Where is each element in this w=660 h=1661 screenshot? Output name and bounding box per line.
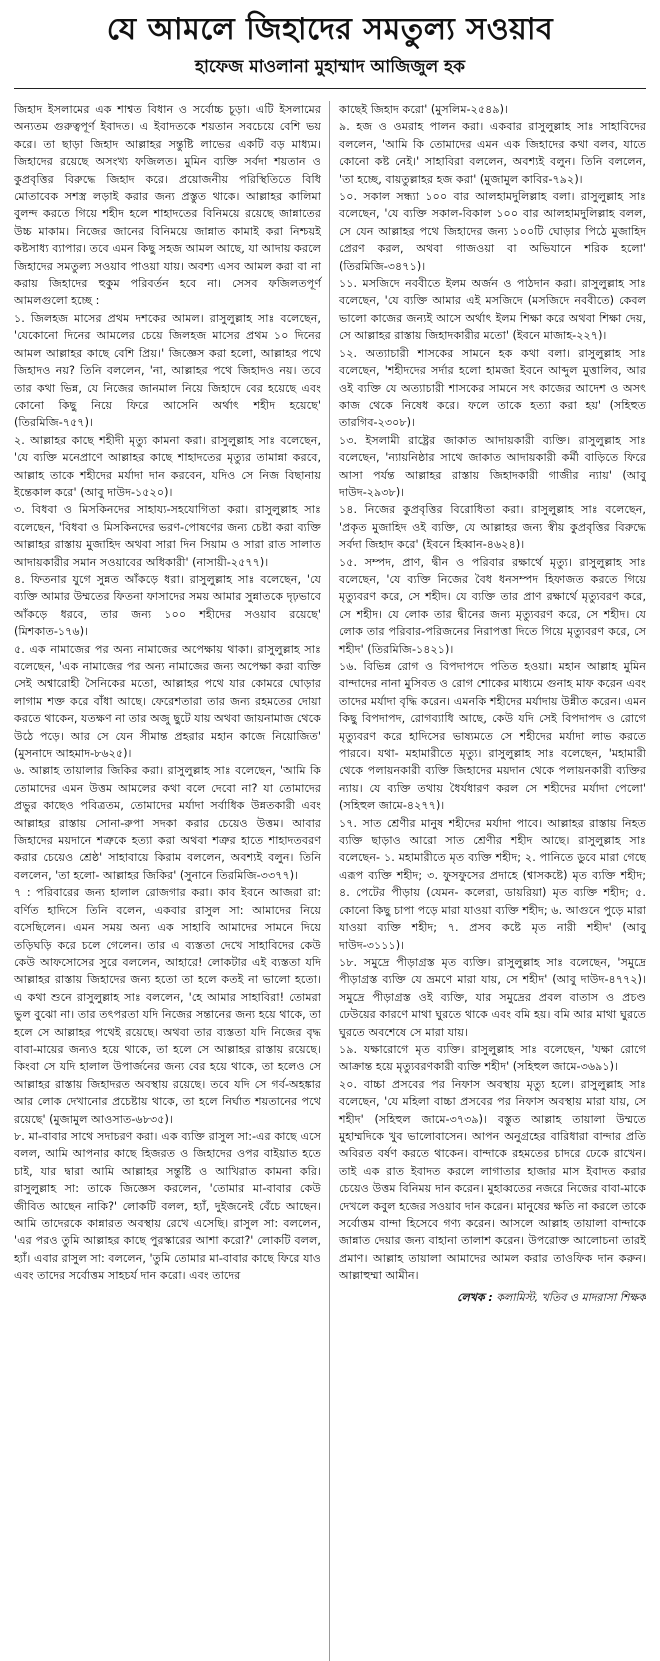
author-note bbox=[339, 1289, 646, 1306]
paragraph: ১৪. নিজের কুপ্রবৃত্তির বিরোধিতা করা। রাসুলুল্লাহ সাঃ বলেছেন, 'প্রকৃত মুজাহিদ ওই ব্যক্তি, যে আল্লাহর জন্য স্বীয় কুপ্রবৃত্তির বিরুদ্ধে সর্বদা জিহাদ করে' (ইবনে হিব্বান-৪৬২৪)। bbox=[339, 503, 646, 552]
paragraph: জিহাদ ইসলামের এক শাশ্বত বিধান ও সর্বোচ্চ চূড়া। এটি ইসলামের অন্যতম গুরুত্বপূর্ণ ইবাদত। এ ইবাদতকে শয়তান সবচেয়ে বেশি ভয় করে। তা ছাড়া জিহাদ আল্লাহর সন্তুষ্টি লাভের একটি বড় মাধ্যম। জিহাদের রয়েছে অসংখ্য ফজিলত। মুমিন ব্যক্তি সর্বদা শয়তান ও কুপ্রবৃত্তির বিরুদ্ধে জিহাদ করে। প্রয়োজনীয় পরিস্থিতিতে বিধি মোতাবেক সশস্ত্র লড়াই করার জন্য প্রস্তুত থাকে। আল্লাহর কালিমা বুলন্দ করতে গিয়ে শহীদ হলে শাহাদতের বিনিময়ে রয়েছে জান্নাতের উচ্চ মাকাম। নিজের জানের বিনিময়ে জান্নাত কামাই করা নিশ্চয়ই কষ্টসাধ্য ব্যাপার। তবে এমন কিছু সহজ আমল আছে, যা আদায় করলে জিহাদের সমতুল্য সওয়াব পাওয়া যায়। অবশ্য এসব আমল করা বা না করায় জিহাদের হুকুম পরিবর্তন হবে না। সেসব ফজিলতপূর্ণ আমলগুলো হচ্ছে : bbox=[14, 103, 321, 308]
paragraph: ১৯. যক্ষারোগে মৃত ব্যক্তি। রাসুলুল্লাহ সাঃ বলেছেন, 'যক্ষা রোগে আক্রান্ত হয়ে মৃত্যুবরণকারী ব্যক্তি শহীদ' (সহিহুল জামে-৩৬৯১)। bbox=[339, 1042, 646, 1074]
paragraph: ১২. অত্যাচারী শাসকের সামনে হক কথা বলা। রাসুলুল্লাহ সাঃ বলেছেন, 'শহীদদের সর্দার হলো হামজা ইবনে আব্দুল মুত্তালিব, আর ওই ব্যক্তি যে অত্যাচারী শাসকের সামনে সৎ কাজের আদেশ ও অসৎ কাজ থেকে নিষেধ করে। ফলে তাকে হত্যা করা হয়' (সহিহুত তারগিব-২৩০৮)। bbox=[339, 346, 646, 430]
paragraph: ৮. মা-বাবার সাথে সদাচরণ করা। এক ব্যক্তি রাসুল সা:-এর কাছে এসে বলল, আমি আপনার কাছে হিজরত ও জিহাদের ওপর বাইয়াত হতে চাই, যার দ্বারা আমি আল্লাহর সন্তুষ্টি ও আখিরাত কামনা করি। রাসুলুল্লাহ সা: তাকে জিজ্ঞেস করলেন, 'তোমার মা-বাবার কেউ জীবিত আছেন নাকি?' লোকটি বলল, হ্যাঁ, দুইজনেই বেঁচে আছেন। আমি তাদেরকে কান্নারত অবস্থায় রেখে এসেছি। রাসুল সা: বললেন, 'এর পরও তুমি আল্লাহর কাছে পুরস্কারের আশা করো?' লোকটি বলল, হ্যাঁ। এবার রাসুল সা: বললেন, 'তুমি তোমার মা-বাবার কাছে ফিরে যাও এবং তাদের সর্বোত্তম সাহচর্য দান করো। এবং তাদের bbox=[14, 1129, 321, 1283]
paragraph: ৫. এক নামাজের পর অন্য নামাজের অপেক্ষায় থাকা। রাসুলুল্লাহ সাঃ বলেছেন, 'এক নামাজের পর অন্য নামাজের জন্য অপেক্ষা করা ব্যক্তি সেই অশ্বারোহী সৈনিকের মতো, আল্লাহর পথে যার কোমরে ঘোড়ার লাগাম শক্ত করে বাঁধা আছে। ফেরেশতারা তার জন্য রহমতের দোয়া করতে থাকেন, যতক্ষণ না তার অজু ছুটে যায় অথবা জায়নামাজ থেকে উঠে পড়ে। আর সে যেন সীমান্ত প্রহরার মহান কাজে নিয়োজিত' (মুসনাদে আহমাদ-৮৬২৫)। bbox=[14, 642, 321, 761]
paragraph: ১৫. সম্পদ, প্রাণ, দ্বীন ও পরিবার রক্ষার্থে মৃত্যু। রাসুলুল্লাহ সাঃ বলেছেন, 'যে ব্যক্তি নিজের বৈধ ধনসম্পদ হিফাজত করতে গিয়ে মৃত্যুবরণ করে, সে শহীদ। যে ব্যক্তি তার প্রাণ রক্ষার্থে মৃত্যুবরণ করে, সে শহীদ। যে লোক তার দ্বীনের জন্য মৃত্যুবরণ করে, সে শহীদ। যে লোক তার পরিবার-পরিজনের নিরাপত্তা দিতে গিয়ে মৃত্যুবরণ করে, সে শহীদ' (তিরমিজি-১৪২১)। bbox=[339, 555, 646, 656]
paragraph: ১৭. সাত শ্রেণীর মানুষ শহীদের মর্যাদা পাবে। আল্লাহর রাস্তায় নিহত ব্যক্তি ছাড়াও আরো সাত শ্রেণীর শহীদ আছে। রাসুলুল্লাহ সাঃ বলেছেন- ১. মহামারীতে মৃত ব্যক্তি শহীদ; ২. পানিতে ডুবে মারা গেছে এরূপ ব্যক্তি শহীদ; ৩. ফুসফুসের প্রদাহে (শ্বাসকষ্টে) মৃত ব্যক্তি শহীদ; ৪. পেটের পীড়ায় (যেমন- কলেরা, ডায়রিয়া) মৃত ব্যক্তি শহীদ; ৫. কোনো কিছু চাপা পড়ে মারা যাওয়া ব্যক্তি শহীদ; ৬. আগুনে পুড়ে মারা যাওয়া ব্যক্তি শহীদ; ৭. প্রসব কষ্টে মৃত নারী শহীদ' (আবু দাউদ-৩১১১)। bbox=[339, 816, 646, 952]
article-body bbox=[14, 101, 646, 1661]
paragraph: ৭ : পরিবারের জন্য হালাল রোজগার করা। কাব ইবনে আজরা রা: বর্ণিত হাদিসে তিনি বলেন, একবার রাসুল সা: আমাদের নিয়ে বসেছিলেন। এমন সময় অন্য এক সাহাবি আমাদের সামনে দিয়ে তড়িঘড়ি করে চলে গেলেন। তার এ ব্যস্ততা দেখে সাহাবিদের কেউ কেউ আফসোসের সুরে বললেন, আহারে! লোকটার এই ব্যস্ততা যদি আল্লাহর রাস্তায় জিহাদের জন্য হতো তা হলে কতই না ভালো হতো। এ কথা শুনে রাসুলুল্লাহ সাঃ বললেন, 'হে আমার সাহাবিরা! তোমরা ভুল বুঝো না। তার তৎপরতা যদি নিজের সন্তানের জন্য হয়ে থাকে, তা হলে সে আল্লাহর পথেই রয়েছে। অথবা তার ব্যস্ততা যদি নিজের বৃদ্ধ বাবা-মায়ের জন্যও হয়ে থাকে, তা হলে সে আল্লাহর রাস্তায় রয়েছে। কিংবা সে যদি হালাল উপার্জনের জন্য বের হয়ে থাকে, তা হলেও সে আল্লাহর রাস্তায় জিহাদরত অবস্থায় রয়েছে। তবে যদি সে গর্ব-অহঙ্কার আর লোক দেখানোর প্রচেষ্টায় থাকে, তা হলে নির্ঘাত শয়তানের পথে রয়েছে' (মুজামুল আওসাত-৬৮৩৫)। bbox=[14, 886, 321, 1126]
author-note-text: কলামিস্ট, খতিব ও মাদরাসা শিক্ষক bbox=[496, 1290, 646, 1304]
paragraph: ৪. ফিতনার যুগে সুন্নত আঁকড়ে ধরা। রাসুলুল্লাহ সাঃ বলেছেন, 'যে ব্যক্তি আমার উম্মতের ফিতনা ফাসাদের সময় আমার সুন্নাতকে দৃঢ়ভাবে আঁকড়ে ধরবে, তার জন্য ১০০ শহীদের সওয়াব রয়েছে' (মিশকাত-১৭৬)। bbox=[14, 572, 321, 639]
paragraph: ২০. বাচ্চা প্রসবের পর নিফাস অবস্থায় মৃত্যু হলে। রাসুলুল্লাহ সাঃ বলেছেন, 'যে মহিলা বাচ্চা প্রসবের পর নিফাস অবস্থায় মারা যায়, সে শহীদ' (সহিহুল জামে-৩৭৩৯)। বস্তুত আল্লাহ তায়ালা উম্মতে মুহাম্মদিকে খুব ভালোবাসেন। আপন অনুগ্রহের বারিধারা বান্দার প্রতি অবিরত বর্ষণ করতে থাকেন। বান্দাকে রহমতের চাদরে ঢেকে রাখেন। তাই এক রাত ইবাদত করলে লাগাতার হাজার মাস ইবাদত করার চেয়েও উত্তম বিনিময় দান করেন। মুহাব্বতের নজরে নিজের বাবা-মাকে দেখলে কবুল হজের সওয়াব দান করেন। মানুষের ক্ষতি না করলে তাকে সর্বোত্তম বান্দা হিসেবে গণ্য করেন। আসলে আল্লাহ তায়ালা বান্দাকে জান্নাত দেয়ার জন্য বাহানা তালাশ করেন। উপরোক্ত আলোচনা তারই প্রমাণ। আল্লাহ তায়ালা আমাদের আমল করার তাওফিক দান করুন। আল্লাহুম্মা আমীন। bbox=[339, 1077, 646, 1283]
paragraph: ১. জিলহজ মাসের প্রথম দশকের আমল। রাসুলুল্লাহ সাঃ বলেছেন, 'যেকোনো দিনের আমলের চেয়ে জিলহজ মাসের প্রথম ১০ দিনের আমল আল্লাহর কাছে বেশি প্রিয়।' জিজ্ঞেস করা হলো, আল্লাহর পথে জিহাদও নয়? তিনি বললেন, 'না, আল্লাহর পথে জিহাদও নয়। তবে তার কথা ভিন্ন, যে নিজের জানমাল নিয়ে জিহাদে বের হয়েছে এবং কোনো কিছু নিয়ে ফিরে আসেনি অর্থাৎ শহীদ হয়েছে' (তিরমিজি-৭৫৭)। bbox=[14, 311, 321, 430]
right-column bbox=[330, 101, 646, 1661]
article-byline: হাফেজ মাওলানা মুহাম্মাদ আজিজুল হক bbox=[14, 56, 646, 89]
paragraph: ১০. সকাল সন্ধ্যা ১০০ বার আলহামদুলিল্লাহ বলা। রাসুলুল্লাহ সাঃ বলেছেন, 'যে ব্যক্তি সকাল-বিকাল ১০০ বার আলহামদুলিল্লাহ বলল, সে যেন আল্লাহর পথে জিহাদের জন্য ১০০টি ঘোড়ার পিঠে মুজাহিদ প্রেরণ করল, অথবা গাজওয়া বা অভিযানে শরিক হলো' (তিরমিজি-৩৪৭১)। bbox=[339, 190, 646, 273]
author-note-label: লেখক : bbox=[457, 1290, 493, 1304]
paragraph: ২. আল্লাহর কাছে শহীদী মৃত্যু কামনা করা। রাসুলুল্লাহ সাঃ বলেছেন, 'যে ব্যক্তি মনেপ্রাণে আল্লাহর কাছে শাহাদতের মৃত্যুর তামান্না করবে, আল্লাহ তাকে শহীদের মর্যাদা দান করবেন, যদিও সে নিজ বিছানায় ইন্তেকাল করে' (আবু দাউদ-১৫২০)। bbox=[14, 433, 321, 499]
paragraph: ১১. মসজিদে নববীতে ইলম অর্জন ও পাঠদান করা। রাসুলুল্লাহ সাঃ বলেছেন, 'যে ব্যক্তি আমার এই মসজিদে (মসজিদে নববীতে) কেবল ভালো কাজের জন্যই আসে অর্থাৎ ইলম শিক্ষা করে অথবা শিক্ষা দেয়, সে আল্লাহর রাস্তায় জিহাদকারীর মতো' (ইবনে মাজাহ-২২৭)। bbox=[339, 277, 646, 343]
paragraph: ৯. হজ ও ওমরাহ পালন করা। একবার রাসুলুল্লাহ সাঃ সাহাবিদের বললেন, 'আমি কি তোমাদের এমন এক জিহাদের কথা বলব, যাতে কোনো কষ্ট নেই।' সাহাবিরা বললেন, অবশ্যই বলুন। তিনি বললেন, 'তা হচ্ছে, বায়তুল্লাহর হজ করা' (মুজামুল কাবির-৭৯২)। bbox=[339, 120, 646, 186]
article-headline: যে আমলে জিহাদের সমতুল্য সওয়াব bbox=[106, 12, 554, 47]
paragraph: ১৮. সমুদ্রে পীড়াগ্রস্ত মৃত ব্যক্তি। রাসুলুল্লাহ সাঃ বলেছেন, 'সমুদ্রে পীড়াগ্রস্ত ব্যক্তি যে ভ্রমণে মারা যায়, সে শহীদ' (আবু দাউদ-৪৭৭২)। সমুদ্রে পীড়াগ্রস্ত ওই ব্যক্তি, যার সমুদ্রের প্রবল বাতাস ও প্রচণ্ড ঢেউয়ের কারণে মাথা ঘুরতে থাকে এবং বমি হয়। বমি আর মাথা ঘুরতে ঘুরতে অবশেষে সে মারা যায়। bbox=[339, 955, 646, 1039]
paragraph: ৩. বিধবা ও মিসকিনদের সাহায্য-সহযোগিতা করা। রাসুলুল্লাহ সাঃ বলেছেন, 'বিধবা ও মিসকিনদের ভরণ-পোষণের জন্য চেষ্টা করা ব্যক্তি আল্লাহর রাস্তায় মুজাহিদ অথবা সারা দিন সিয়াম ও সারা রাত সালাত আদায়কারীর সমান সওয়াবের অধিকারী' (নাসায়ী-২৫৭৭)। bbox=[14, 503, 321, 569]
paragraph: কাছেই জিহাদ করো' (মুসলিম-২৫৪৯)। bbox=[339, 103, 509, 116]
paragraph: ৬. আল্লাহ তায়ালার জিকির করা। রাসুলুল্লাহ সাঃ বলেছেন, 'আমি কি তোমাদের এমন উত্তম আমলের কথা বলে দেবো না? যা তোমাদের প্রভুর কাছেও পবিত্রতম, তোমাদের মর্যাদা সর্বাধিক উন্নতকারী এবং আল্লাহর রাস্তায় সোনা-রুপা সদকা করার চেয়েও উত্তম। আবার জিহাদের ময়দানে শত্রুকে হত্যা করা অথবা শত্রুর হাতে শাহাদতবরণ করার চেয়েও শ্রেষ্ঠ' সাহাবায়ে কিরাম বললেন, অবশ্যই বলুন। তিনি বললেন, 'তা হলো- আল্লাহর জিকির' (সুনানে তিরমিজি-৩৩৭৭)। bbox=[14, 764, 321, 882]
paragraph: ১৬. বিভিন্ন রোগ ও বিপদাপদে পতিত হওয়া। মহান আল্লাহ মুমিন বান্দাদের নানা মুসিবত ও রোগ শোকের মাধ্যমে গুনাহ মাফ করেন এবং তাদের মর্যাদা বৃদ্ধি করেন। এমনকি শহীদের মর্যাদায় উন্নীত করেন। এমন কিছু বিপদাপদ, রোগব্যাধি আছে, কেউ যদি সেই বিপদাপদ ও রোগে মৃত্যুবরণ করে হাদিসের ভাষ্যমতে সে শহীদের মর্যাদা লাভ করতে পারবে। যথা- মহামারীতে মৃত্যু। রাসুলুল্লাহ সাঃ বলেছেন, 'মহামারী থেকে পলায়নকারী ব্যক্তি জিহাদের ময়দান থেকে পলায়নকারী ব্যক্তির ন্যায়। যে ব্যক্তি তথায় ধৈর্যধারণ করল সে শহীদের মর্যাদা পেলো' (সহিহুল জামে-৪২৭৭)। bbox=[339, 660, 646, 813]
paragraph: ১৩. ইসলামী রাষ্ট্রের জাকাত আদায়কারী ব্যক্তি। রাসুলুল্লাহ সাঃ বলেছেন, 'ন্যায়নিষ্ঠার সাথে জাকাত আদায়কারী কর্মী বাড়িতে ফিরে আসা পর্যন্ত আল্লাহর রাস্তায় জিহাদকারী গাজীর ন্যায়' (আবু দাউদ-২৯৩৮)। bbox=[339, 433, 646, 499]
left-column bbox=[14, 101, 330, 1661]
